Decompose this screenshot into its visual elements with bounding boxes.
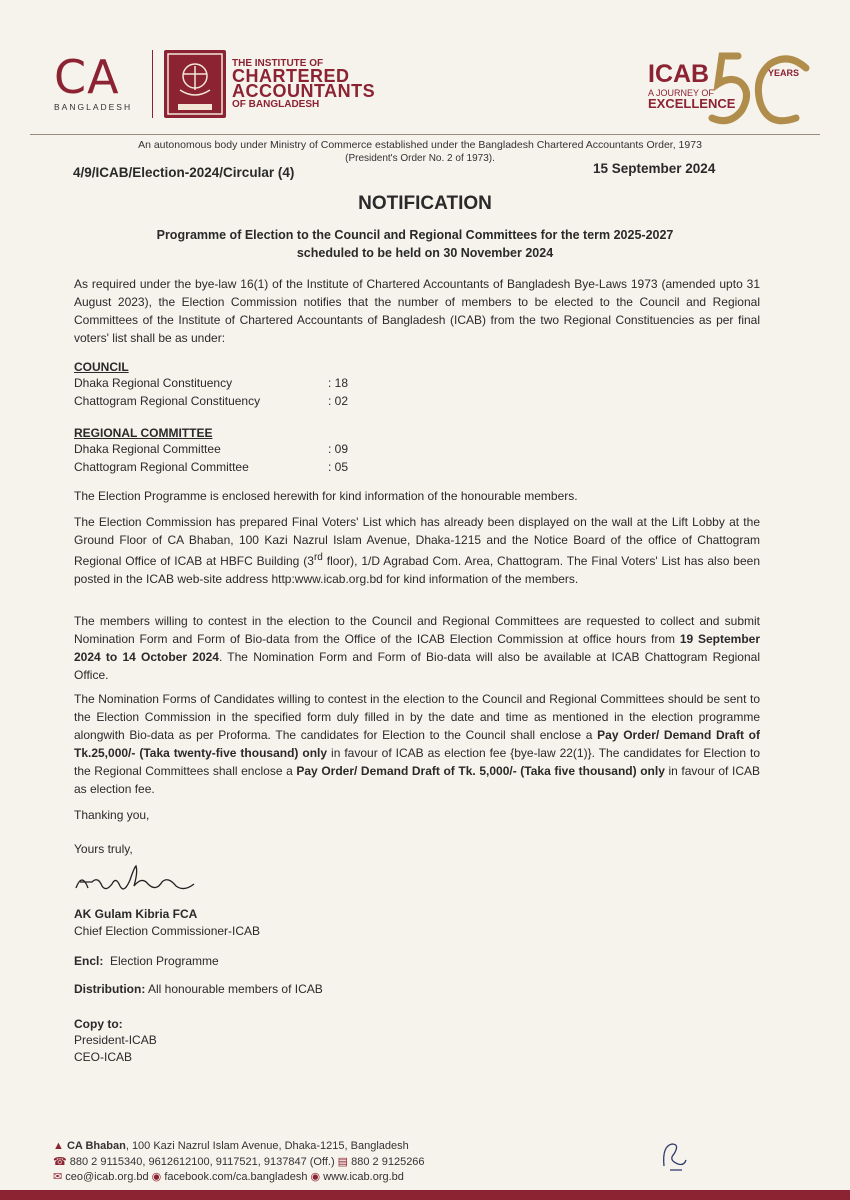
thanking-line: Thanking you, <box>74 808 150 822</box>
para3-part-a: The Election Commission has prepared Final Voters' List which has already been displayed on the wall at the Lift Lobby at the Ground Floor of CA Bhaban, 100 Kazi Nazrul Islam Avenue, Dhaka-1215 and the Notice Board of the office of Chattogram Regional Office of ICAB at HBFC Building (3 <box>74 515 760 568</box>
para4-dates: 19 September 2024 to 14 October 2024 <box>74 632 760 664</box>
handwritten-initial <box>656 1138 692 1174</box>
footer-phone <box>53 1155 425 1168</box>
institute-name-block <box>232 58 375 110</box>
para4-part-a: The members willing to contest in the election to the Council and Regional Committees are requested to collect and submit Nomination Form and Form of Bio-data from the Office of the ICAB Election Commission at office hours from <box>74 614 760 646</box>
footer-address-bold: CA Bhaban <box>66 1140 126 1152</box>
reference-number: 4/9/ICAB/Election-2024/Circular (4) <box>73 165 295 180</box>
journey-text: A JOURNEY OF <box>648 88 714 98</box>
row-value: : 09 <box>328 442 349 456</box>
footer-facebook[interactable]: facebook.com/ca.bangladesh <box>164 1171 308 1183</box>
signer-title: Chief Election Commissioner-ICAB <box>74 924 261 938</box>
council-row <box>74 376 374 390</box>
council-row <box>74 394 374 408</box>
ca-logo-subtext: BANGLADESH <box>54 102 133 112</box>
email-icon: ✉ <box>53 1171 63 1183</box>
institute-line-1: THE INSTITUTE OF <box>232 58 324 69</box>
regional-row <box>74 442 374 456</box>
notification-title: NOTIFICATION <box>358 193 492 214</box>
para5-regional-fee: Pay Order/ Demand Draft of Tk. 5,000/- (Taka five thousand) only <box>296 764 665 778</box>
para5-part-a: The Nomination Forms of Candidates willing to contest in the election to the Council and Regional Committees should be sent to the Election Commission in the specified form duly filled in by the date and time as mentioned in the election programme alongwith Bio-data as per Proforma. The candidates for Election to the Council shall enclose a <box>74 692 760 742</box>
distribution-line <box>74 982 323 996</box>
icab-50-years-logo <box>640 48 820 132</box>
copy-recipient: CEO-ICAB <box>74 1050 133 1064</box>
icab-crest-icon <box>164 50 226 118</box>
footer-web[interactable]: www.icab.org.bd <box>323 1171 404 1183</box>
fifty-emblem-icon <box>708 48 818 132</box>
excellence-text: EXCELLENCE <box>648 96 736 111</box>
yours-truly: Yours truly, <box>74 842 133 856</box>
para3-part-b: floor), 1/D Agrabad Com. Area, Chattogram. The Final Voters' List has also been posted in the ICAB web-site address http:www.icab.org.bd for kind information of the members. <box>74 554 760 586</box>
ca-logo-text: CA <box>54 50 120 104</box>
institute-line-2: CHARTERED <box>232 66 350 86</box>
programme-line-2: scheduled to be held on 30 November 2024 <box>296 246 554 260</box>
copy-to-label: Copy to: <box>74 1017 123 1031</box>
footer-email[interactable]: ceo@icab.org.bd <box>65 1171 149 1183</box>
footer-fax-text: 880 2 9125266 <box>351 1156 425 1168</box>
row-value: : 02 <box>328 394 349 408</box>
institute-line-4: OF BANGLADESH <box>232 99 320 110</box>
council-heading: COUNCIL <box>74 360 129 374</box>
enclosure-line <box>74 954 219 968</box>
facebook-icon: ◉ <box>151 1171 162 1183</box>
regional-committee-heading: REGIONAL COMMITTEE <box>74 426 213 440</box>
para5-part-b: in favour of ICAB as election fee {bye-law 22(1)}. The candidates for Election to the Regional Committees shall enclose a <box>74 746 761 778</box>
fax-icon: ▤ <box>337 1156 349 1168</box>
footer-address <box>53 1140 409 1152</box>
footer-address-text: , 100 Kazi Nazrul Islam Avenue, Dhaka-1215, Bangladesh <box>125 1140 409 1152</box>
web-icon: ◉ <box>310 1171 321 1183</box>
dist-label: Distribution: <box>74 982 146 996</box>
para3-sup: rd <box>313 552 323 563</box>
home-icon: ▲ <box>53 1140 64 1152</box>
row-label: Chattogram Regional Constituency <box>74 394 261 408</box>
footer-band <box>0 1190 850 1200</box>
years-text: YEARS <box>768 68 800 78</box>
programme-line-1: Programme of Election to the Council and Regional Committees for the term 2025-2027 <box>156 228 674 242</box>
para5-council-fee: Pay Order/ Demand Draft of Tk.25,000/- (Taka twenty-five thousand) only <box>74 728 760 760</box>
logo-divider <box>152 50 153 118</box>
dist-value: All honourable members of ICAB <box>148 982 323 996</box>
regional-row <box>74 460 374 474</box>
phone-icon: ☎ <box>53 1156 67 1168</box>
encl-label: Encl: <box>74 954 104 968</box>
row-label: Dhaka Regional Constituency <box>74 376 233 390</box>
row-label: Chattogram Regional Committee <box>74 460 249 474</box>
signer-name: AK Gulam Kibria FCA <box>74 907 198 921</box>
letter-date: 15 September 2024 <box>593 161 716 176</box>
institute-line-3: ACCOUNTANTS <box>232 81 376 101</box>
autonomous-line-2: (President's Order No. 2 of 1973). <box>345 153 495 164</box>
copy-recipient: President-ICAB <box>74 1033 157 1047</box>
footer-contacts <box>53 1170 404 1183</box>
para5-part-c: in favour of ICAB as election fee. <box>74 764 760 796</box>
encl-value: Election Programme <box>110 954 219 968</box>
paragraph-voters-list <box>74 513 760 588</box>
footer-phone-text: 880 2 9115340, 9612612100, 9117521, 9137847 (Off.) <box>69 1156 335 1168</box>
icab-logo-text: ICAB <box>648 60 710 88</box>
signature-image <box>72 862 202 902</box>
row-value: : 05 <box>328 460 349 474</box>
row-value: : 18 <box>328 376 349 390</box>
paragraph-programme-enclosed: The Election Programme is enclosed herewith for kind information of the honourable members. <box>74 489 578 503</box>
row-label: Dhaka Regional Committee <box>74 442 221 456</box>
paragraph-bye-law: As required under the bye-law 16(1) of the Institute of Chartered Accountants of Bangladesh Bye-Laws 1973 (amended upto 31 August 2023), the Election Commission notifies that the number of members to be elected to the Council and Regional Committees of the Institute of Chartered Accountants of Bangladesh (ICAB) from the two Regional Constituencies as per final voters' list shall be as under: <box>74 277 760 345</box>
paragraph-nomination-collect <box>74 612 760 684</box>
ca-bangladesh-logo <box>54 52 154 114</box>
autonomous-line-1: An autonomous body under Ministry of Commerce established under the Bangladesh Chartered Accountants Order, 1973 <box>138 139 702 151</box>
header-rule <box>30 134 820 135</box>
para4-part-b: . The Nomination Form and Form of Bio-data will also be available at ICAB Chattogram Regional Office. <box>74 650 760 682</box>
paragraph-nomination-fee <box>74 690 760 798</box>
